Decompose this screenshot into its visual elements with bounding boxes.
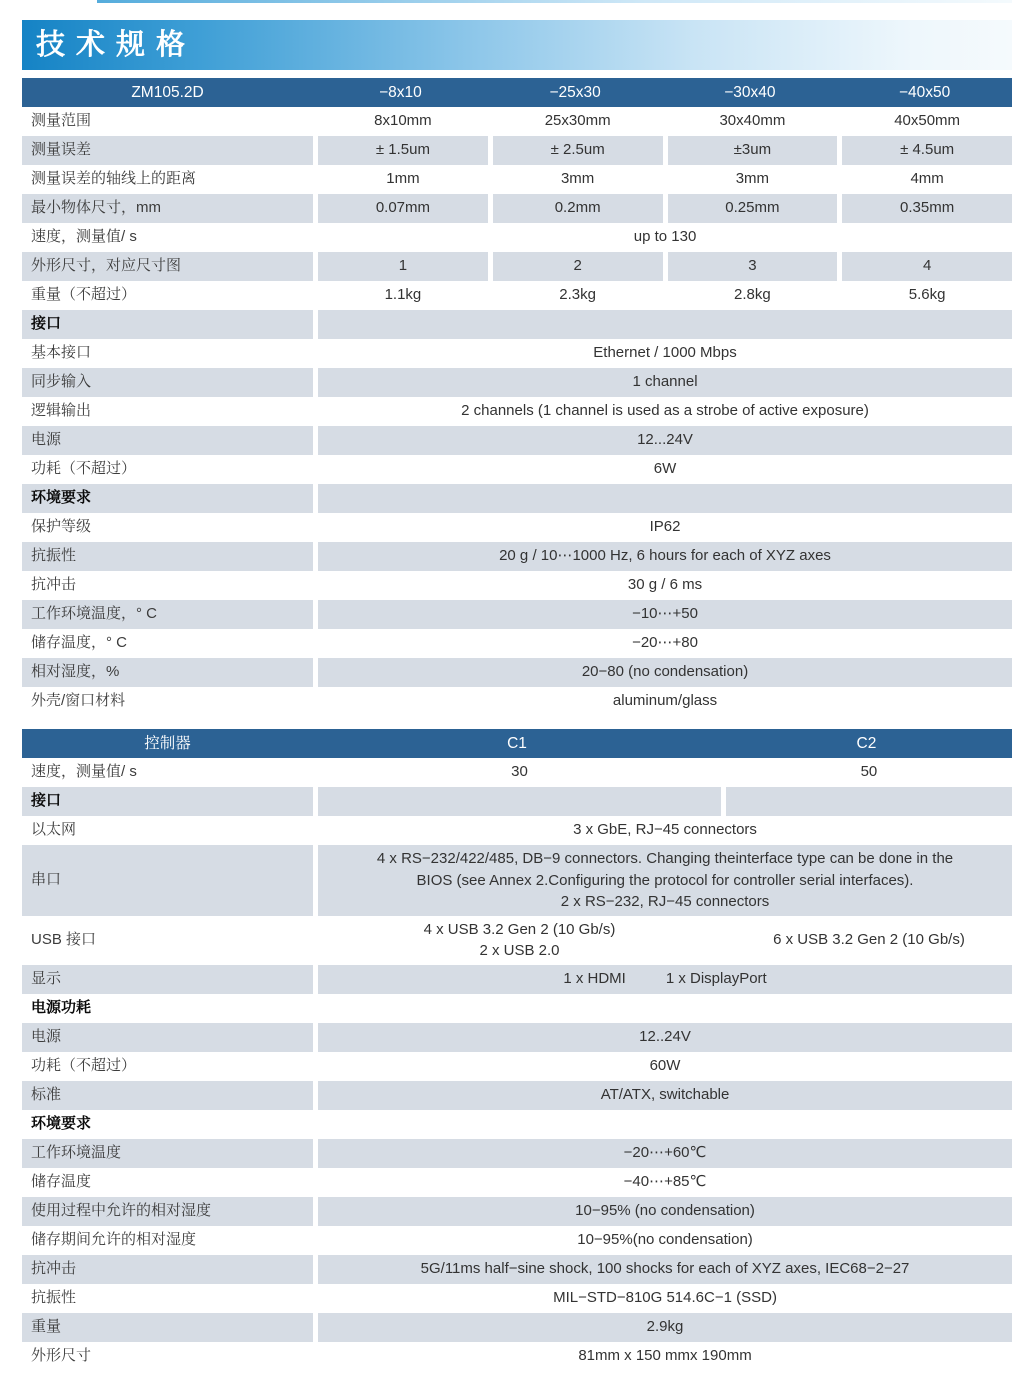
spec-value: 0.07mm [313,194,488,223]
section-title: 接口 [31,792,62,810]
top-accent-strip [97,0,1012,3]
spec-value [721,787,1012,816]
spec-label: 速度，测量值/ s [31,763,137,781]
spec-value-line: 2 x RS−232, RJ−45 connectors [560,893,770,910]
spec-value: 81mm x 150 mmx 190mm [313,1342,1012,1371]
spec-value: 30 g / 6 ms [313,571,1012,600]
spec-label: USB 接口 [31,930,97,948]
spec-label: 测量范围 [31,112,92,130]
spec-row [22,845,1012,916]
spec-label: 抗振性 [31,547,77,565]
spec-label: 测量误差的轴线上的距离 [31,170,197,188]
spec-value: 30 [313,758,721,787]
spec-row [22,965,1012,994]
spec-row [22,758,1012,787]
spec-value: 0.2mm [488,194,663,223]
spec-value: 12...24V [313,426,1012,455]
spec-value [313,994,1012,1023]
spec-value: 0.35mm [837,194,1012,223]
spec-label: 显示 [31,969,62,987]
spec-row [22,571,1012,600]
column-header: −8x10 [379,83,422,101]
spec-value: ± 4.5um [837,136,1012,165]
spec-value: Ethernet / 1000 Mbps [313,339,1012,368]
spec-label: 重量（不超过） [31,286,137,304]
controller-header: 控制器 [144,734,191,752]
controller-table-body [22,758,1012,1371]
spec-row [22,455,1012,484]
spec-value: 4 [837,252,1012,281]
spec-label: 电源 [31,431,62,449]
spec-label: 工作环境温度，° C [31,605,157,623]
spec-value: 2 channels (1 channel is used as a strobe of active exposure) [313,397,1012,426]
spec-label: 逻辑输出 [31,402,92,420]
column-header: C1 [507,734,527,752]
spec-value: ± 2.5um [488,136,663,165]
spec-value: IP62 [313,513,1012,542]
spec-row [22,600,1012,629]
section-row [22,787,1012,816]
spec-label: 功耗（不超过） [31,460,137,478]
spec-value: 6W [313,455,1012,484]
spec-value-line: BIOS (see Annex 2.Configuring the protocol for controller serial interfaces). [416,871,914,889]
spec-value: −20⋯+80 [313,629,1012,658]
spec-value-part: 1 x HDMI [563,969,626,987]
spec-row [22,165,1012,194]
spec-row [22,1313,1012,1342]
spec-value: 12..24V [313,1023,1012,1052]
controller-spec-table [22,729,1012,1371]
spec-value: 3 x GbE, RJ−45 connectors [313,816,1012,845]
column-header: −40x50 [898,83,951,101]
spec-row [22,687,1012,716]
spec-value: 2.3kg [488,281,663,310]
spec-label: 使用过程中允许的相对湿度 [31,1201,212,1219]
spec-row [22,542,1012,571]
spec-label: 最小物体尺寸，mm [31,199,161,217]
spec-value: −10⋯+50 [313,600,1012,629]
column-header: −25x30 [549,83,601,101]
spec-row [22,1139,1012,1168]
spec-label: 标准 [31,1085,62,1103]
spec-row [22,1197,1012,1226]
section-row [22,1110,1012,1139]
sensor-spec-table [22,78,1012,716]
spec-value-part: 1 x DisplayPort [665,969,767,987]
spec-row [22,1168,1012,1197]
spec-value: up to 130 [313,223,1012,252]
spec-value: 2.9kg [313,1313,1012,1342]
spec-label: 重量 [31,1317,62,1335]
spec-value: ± 1.5um [313,136,488,165]
section-title: 接口 [31,315,62,333]
spec-value [313,787,721,816]
spec-row [22,1342,1012,1371]
spec-row [22,629,1012,658]
spec-row [22,816,1012,845]
spec-row [22,513,1012,542]
spec-row [22,1052,1012,1081]
spec-row [22,194,1012,223]
spec-row [22,1284,1012,1313]
spec-value: 5G/11ms half−sine shock, 100 shocks for each of XYZ axes, IEC68−2−27 [313,1255,1012,1284]
spec-row [22,252,1012,281]
spec-value: 6 x USB 3.2 Gen 2 (10 Gb/s) [721,916,1012,965]
spec-label: 速度，测量值/ s [31,228,137,246]
spec-row [22,1255,1012,1284]
spec-value: 0.25mm [663,194,838,223]
spec-value [313,484,1012,513]
spec-value [313,1110,1012,1139]
section-title: 电源功耗 [31,998,92,1016]
spec-value: 10−95% (no condensation) [313,1197,1012,1226]
spec-value: 2.8kg [663,281,838,310]
model-header: ZM105.2D [131,83,204,101]
spec-value: 1 [313,252,488,281]
spec-label: 工作环境温度 [31,1143,122,1161]
spec-row [22,368,1012,397]
spec-value: ±3um [663,136,838,165]
spec-value: 8x10mm [313,107,488,136]
spec-value: 50 [721,758,1012,787]
spec-value: 1mm [313,165,488,194]
spec-row [22,136,1012,165]
spec-label: 基本接口 [31,344,92,362]
section-row [22,310,1012,339]
section-row [22,994,1012,1023]
spec-value: 20−80 (no condensation) [313,658,1012,687]
spec-value: 10−95%(no condensation) [313,1226,1012,1255]
spec-value: MIL−STD−810G 514.6C−1 (SSD) [313,1284,1012,1313]
spec-value-line: 4 x RS−232/422/485, DB−9 connectors. Changing theinterface type can be done in the [376,850,954,867]
spec-label: 电源 [31,1027,62,1045]
spec-value-line: 4 x USB 3.2 Gen 2 (10 Gb/s) [423,920,616,938]
spec-value: 5.6kg [837,281,1012,310]
spec-value-pair [563,968,766,991]
spec-label: 串口 [31,871,62,888]
spec-value-line: 2 x USB 2.0 [479,942,560,959]
spec-value: 60W [313,1052,1012,1081]
spec-label: 外形尺寸，对应尺寸图 [31,257,182,275]
spec-label: 抗冲击 [31,576,77,594]
spec-value: AT/ATX, switchable [313,1081,1012,1110]
spec-value [313,310,1012,339]
spec-row [22,339,1012,368]
spec-label: 抗冲击 [31,1259,77,1277]
column-header: C2 [856,734,877,752]
section-title: 环境要求 [31,489,92,507]
column-header: −30x40 [724,83,776,101]
spec-row [22,107,1012,136]
spec-value [313,965,1012,994]
spec-label: 相对湿度，% [31,663,120,681]
spec-label: 同步输入 [31,373,92,391]
spec-row [22,223,1012,252]
spec-row [22,658,1012,687]
sensor-table-body [22,107,1012,716]
spec-value: −20⋯+60℃ [313,1139,1012,1168]
spec-value: aluminum/glass [313,687,1012,716]
spec-label: 储存期间允许的相对湿度 [31,1230,197,1248]
spec-row [22,397,1012,426]
spec-label: 抗振性 [31,1288,77,1306]
spec-label: 储存温度，° C [31,634,127,652]
spec-label: 以太网 [31,821,77,839]
spec-value: 1.1kg [313,281,488,310]
spec-row [22,1226,1012,1255]
spec-row [22,281,1012,310]
spec-label: 外形尺寸 [31,1346,92,1364]
spec-value: 40x50mm [837,107,1012,136]
sensor-table-header [22,78,1012,107]
spec-row [22,1023,1012,1052]
spec-row [22,426,1012,455]
spec-value [313,845,1012,916]
spec-label: 储存温度 [31,1172,92,1190]
section-row [22,484,1012,513]
spec-label: 测量误差 [31,141,92,159]
spec-value: 25x30mm [488,107,663,136]
spec-label: 保护等级 [31,518,92,536]
page-title: 技术规格 [22,20,1012,70]
spec-value: 3mm [488,165,663,194]
spec-row [22,916,1012,965]
controller-table-header [22,729,1012,758]
spec-value: 3 [663,252,838,281]
spec-value: 2 [488,252,663,281]
spec-value: 1 channel [313,368,1012,397]
spec-value: 20 g / 10⋯1000 Hz, 6 hours for each of XYZ axes [313,542,1012,571]
spec-value: −40⋯+85℃ [313,1168,1012,1197]
section-title: 环境要求 [31,1114,92,1132]
spec-label: 功耗（不超过） [31,1056,137,1074]
spec-value: 4mm [837,165,1012,194]
spec-value: 3mm [663,165,838,194]
spec-value: 30x40mm [663,107,838,136]
spec-row [22,1081,1012,1110]
spec-value [313,916,721,965]
spec-label: 外壳/窗口材料 [31,692,126,710]
